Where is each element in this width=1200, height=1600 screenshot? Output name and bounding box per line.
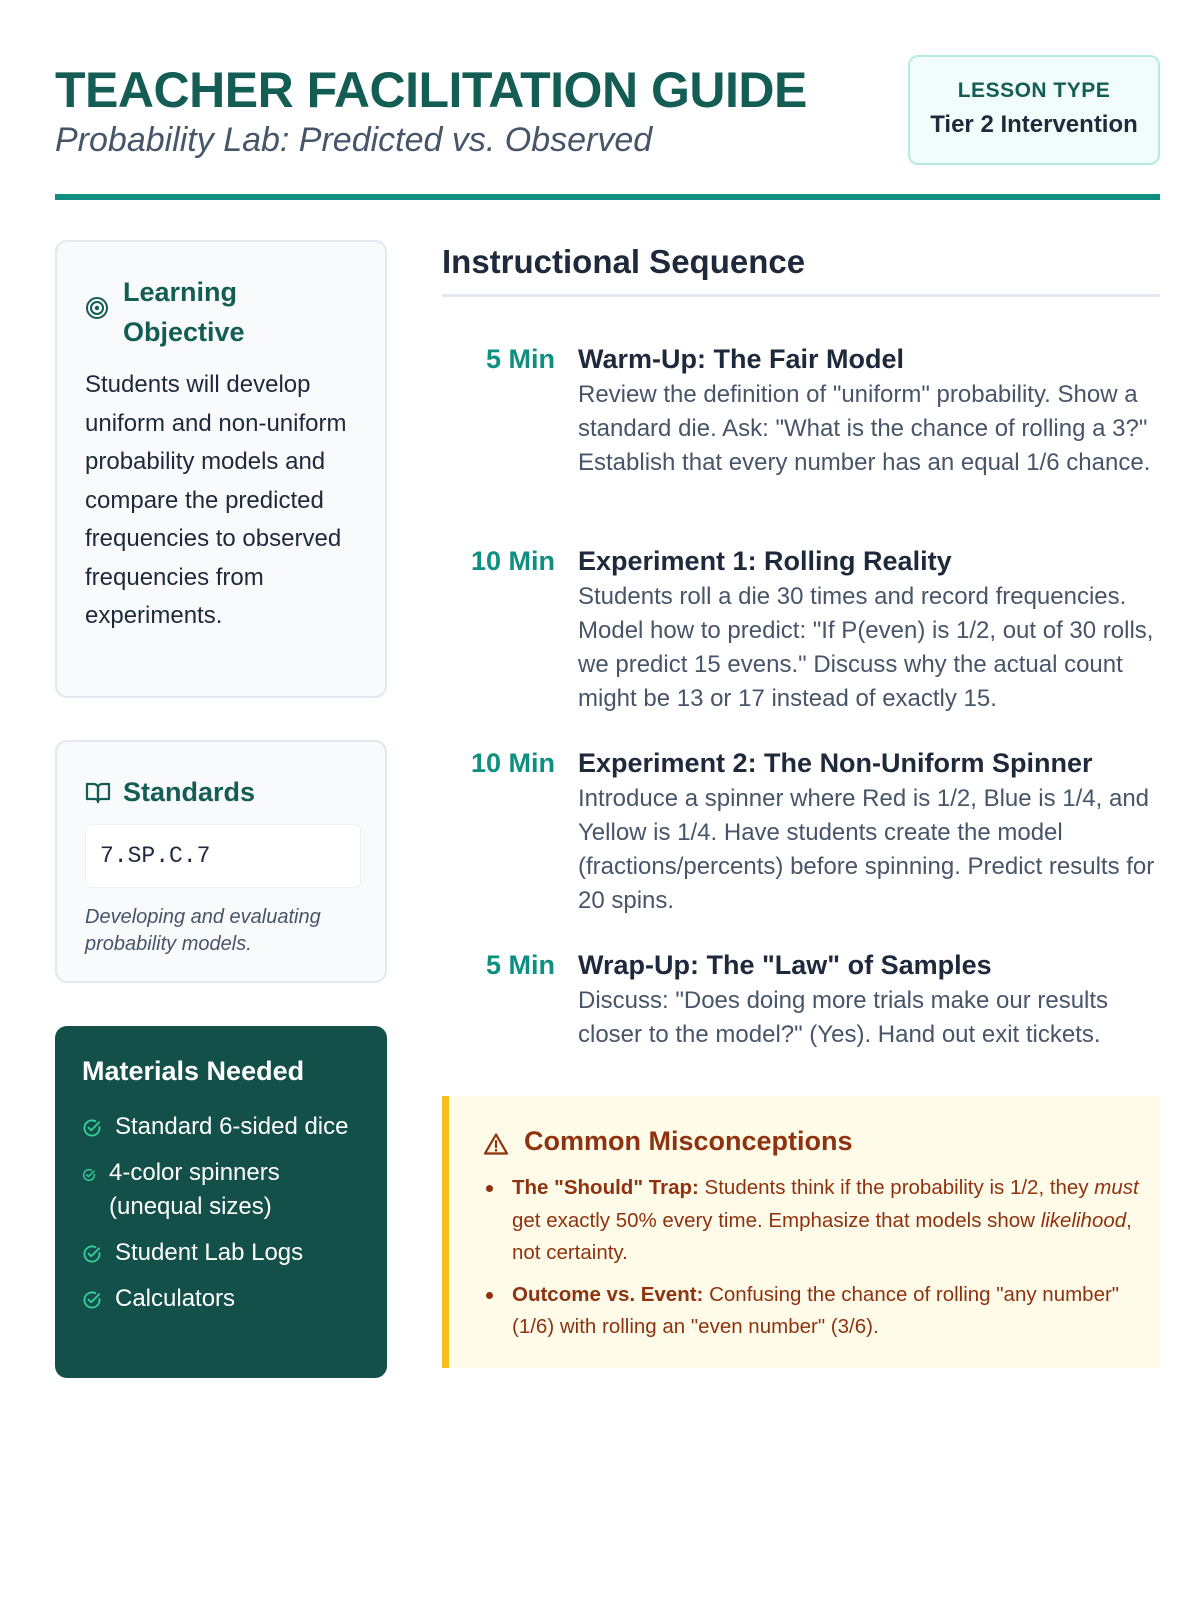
misconception-text: Confusing the chance of rolling "any number" (1/6) with rolling an "even number" (3/6). bbox=[512, 1282, 1120, 1338]
page-header bbox=[55, 55, 1160, 200]
step-duration: 10 Min bbox=[470, 546, 555, 576]
check-circle-icon bbox=[82, 1118, 102, 1138]
step-duration: 10 Min bbox=[470, 748, 555, 778]
step-title: Experiment 1: Rolling Reality bbox=[578, 546, 952, 576]
materials-item-label: Standard 6-sided dice bbox=[115, 1113, 349, 1140]
misconception-label: Outcome vs. Event: bbox=[512, 1282, 704, 1306]
warning-triangle-icon bbox=[483, 1132, 509, 1156]
misconception-text: Students think if the probability is 1/2, they bbox=[698, 1176, 1095, 1199]
page-title: TEACHER FACILITATION GUIDE bbox=[55, 62, 807, 118]
misconception-label: The "Should" Trap: bbox=[512, 1176, 699, 1199]
step-title: Wrap-Up: The "Law" of Samples bbox=[578, 950, 992, 980]
common-misconceptions-callout bbox=[442, 1096, 1160, 1368]
materials-item bbox=[82, 1236, 372, 1270]
target-icon bbox=[85, 296, 109, 320]
step-duration: 5 Min bbox=[485, 950, 555, 980]
materials-heading: Materials Needed bbox=[82, 1056, 305, 1086]
lesson-type-badge bbox=[908, 55, 1160, 165]
misconception-item bbox=[484, 1172, 1149, 1270]
misconception-emphasis: likelihood bbox=[1040, 1208, 1127, 1232]
materials-item-label: Student Lab Logs bbox=[115, 1239, 304, 1266]
standards-card bbox=[55, 740, 387, 983]
step-description: Discuss: "Does doing more trials make our results closer to the model?" (Yes). Hand out exit tickets. bbox=[578, 987, 1109, 1048]
materials-list bbox=[82, 1098, 372, 1316]
lesson-type-label: LESSON TYPE bbox=[957, 79, 1111, 102]
misconception-item bbox=[484, 1279, 1149, 1344]
step-title: Warm-Up: The Fair Model bbox=[578, 344, 905, 374]
misconception-emphasis: must bbox=[1094, 1176, 1139, 1199]
step-description: Introduce a spinner where Red is 1/2, Blue is 1/4, and Yellow is 1/4. Have students create the model (fractions/percents) before spinning. Predict results for 20 spins. bbox=[578, 785, 1155, 914]
materials-item bbox=[82, 1110, 372, 1144]
step-description: Students roll a die 30 times and record frequencies. Model how to predict: "If P(even) is 1/2, out of 30 rolls, we predict 15 evens." Discuss why the actual count might be 13 or 17 instead of exactly 15. bbox=[578, 583, 1154, 712]
standards-heading: Standards bbox=[123, 777, 256, 807]
lesson-type-value: Tier 2 Intervention bbox=[930, 111, 1138, 138]
step-description: Review the definition of "uniform" probability. Show a standard die. Ask: "What is the chance of rolling a 3?" Establish that every number has an equal 1/6 chance. bbox=[578, 381, 1151, 476]
step-duration: 5 Min bbox=[485, 344, 555, 374]
materials-card bbox=[55, 1026, 387, 1378]
misconception-text: , not certainty. bbox=[512, 1208, 1132, 1264]
book-icon bbox=[85, 780, 111, 804]
materials-item-label: Calculators bbox=[115, 1285, 236, 1312]
standard-description: Developing and evaluating probability models. bbox=[85, 906, 321, 955]
standard-code: 7.SP.C.7 bbox=[85, 824, 361, 888]
bullet bbox=[486, 1292, 493, 1299]
misconceptions-list bbox=[484, 1172, 1149, 1353]
learning-objective-text: Students will develop uniform and non-uniform probability models and compare the predicted frequencies to observed frequencies from experiments. bbox=[85, 371, 347, 629]
check-circle-icon bbox=[82, 1168, 96, 1182]
step-title: Experiment 2: The Non-Uniform Spinner bbox=[578, 748, 1093, 778]
materials-item bbox=[82, 1156, 372, 1224]
instructional-sequence-heading: Instructional Sequence bbox=[442, 243, 806, 280]
bullet bbox=[486, 1185, 493, 1192]
check-circle-icon bbox=[82, 1244, 102, 1264]
materials-item bbox=[82, 1282, 372, 1316]
check-circle-icon bbox=[82, 1290, 102, 1310]
learning-objective-card bbox=[55, 240, 387, 698]
learning-objective-heading: Learning Objective bbox=[123, 277, 245, 347]
misconceptions-heading: Common Misconceptions bbox=[524, 1126, 853, 1156]
materials-item-label: 4-color spinners (unequal sizes) bbox=[109, 1159, 280, 1220]
page-subtitle: Probability Lab: Predicted vs. Observed bbox=[55, 121, 653, 159]
misconception-text: get exactly 50% every time. Emphasize that models show bbox=[512, 1208, 1041, 1232]
section-divider bbox=[442, 294, 1160, 297]
